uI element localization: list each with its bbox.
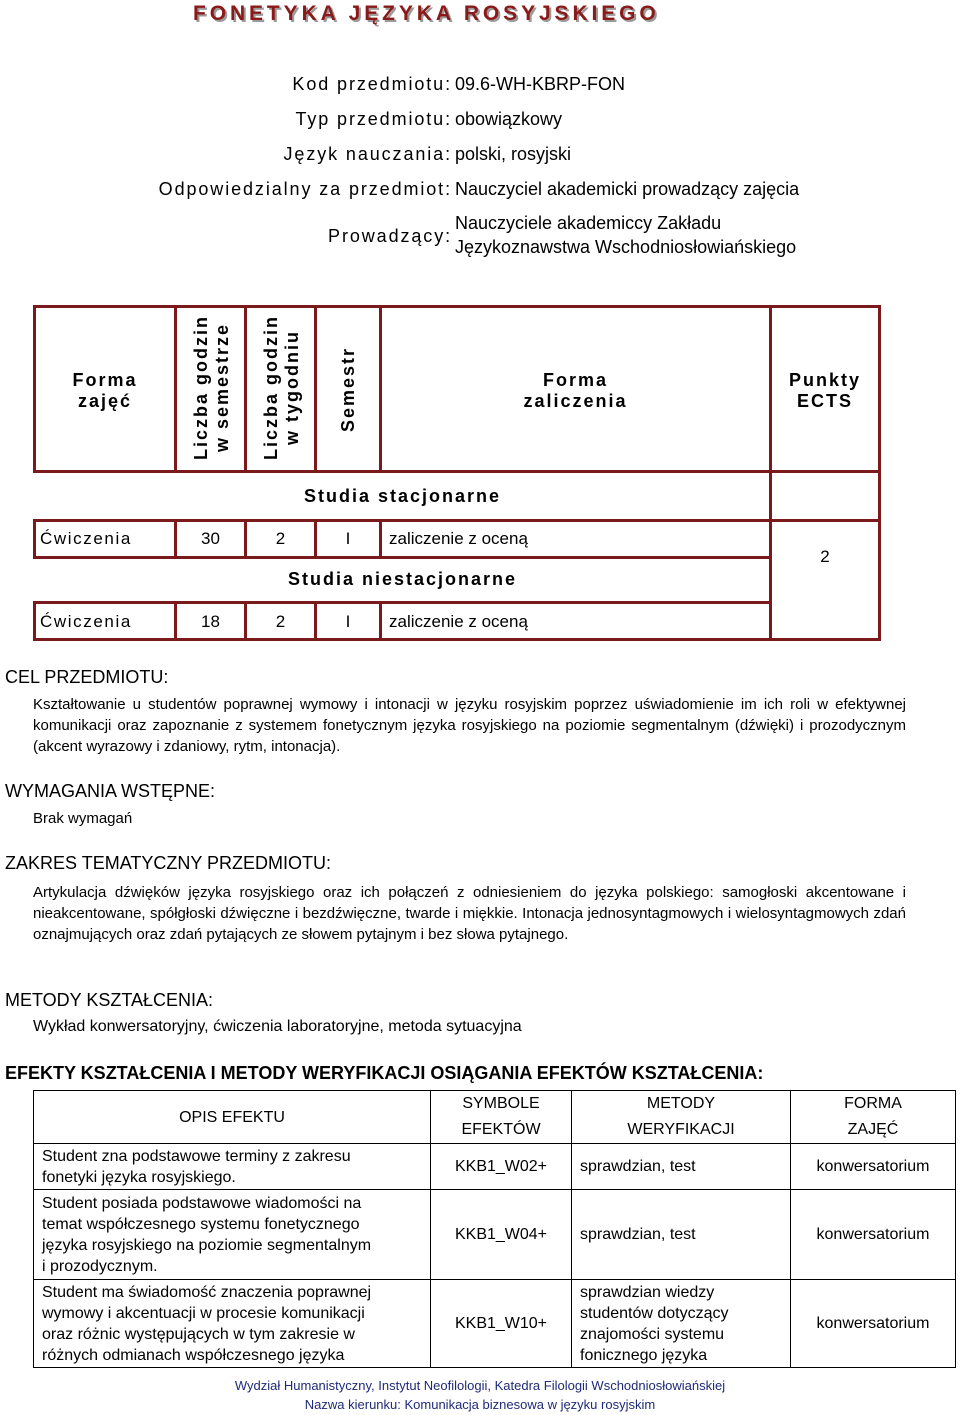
- type-label: Typ przedmiotu:: [295, 109, 452, 129]
- efekty-header-row: [34, 1091, 956, 1144]
- header-forma-zaliczenia: Forma zaliczenia: [523, 370, 628, 411]
- header-ects: Punkty ECTS: [788, 370, 861, 411]
- cel-text: Kształtowanie u studentów poprawnej wymowy i intonacji w języku rosyjskim poprzez uświadomienie im ich roli w efektywnej komunikacji oraz zapoznanie z systemem fonetycznym języka rosyjskiego na poziomie segmentalnym (dźwięki) i prozodycznym (akcent wyrazowy i zdaniowy, rytm, intonacja).: [33, 696, 906, 755]
- teacher-value-line2: Językoznawstwa Wschodniosłowiańskiego: [455, 237, 797, 257]
- table-row: [34, 1190, 956, 1280]
- row1-week: 2: [275, 529, 286, 548]
- footer-line1: Wydział Humanistyczny, Instytut Neofilologii, Katedra Filologii Wschodniosłowiańskiej: [234, 1378, 726, 1393]
- row2-forma: Ćwiczenia: [40, 612, 132, 631]
- efekty-table: [33, 1090, 956, 1368]
- efekty-heading: EFEKTY KSZTAŁCENIA I METODY WERYFIKACJI OSIĄGANIA EFEKTÓW KSZTAŁCENIA:: [5, 1063, 764, 1083]
- header-hours-semester: Liczba godzin w semestrze: [191, 315, 232, 460]
- document-title: FONETYKA JĘZYKA ROSYJSKIEGO: [193, 2, 660, 25]
- language-value: polski, rosyjski: [455, 144, 572, 164]
- row2-symbol: KKB1_W04+: [431, 1190, 572, 1280]
- wymagania-heading: WYMAGANIA WSTĘPNE:: [5, 781, 216, 801]
- metody-text: Wykład konwersatoryjny, ćwiczenia laboratoryjne, metoda sytuacyjna: [33, 1018, 522, 1035]
- code-label: Kod przedmiotu:: [292, 74, 452, 94]
- row2-opis: Student posiada podstawowe wiadomości na temat współczesnego systemu fonetycznego języka rosyjskiego na poziomie segmentalnym i prozodycznym.: [34, 1190, 431, 1280]
- responsible-label: Odpowiedzialny za przedmiot:: [158, 179, 452, 199]
- footer-line2: Nazwa kierunku: Komunikacja biznesowa w języku rosyjskim: [304, 1397, 656, 1412]
- zakres-text: Artykulacja dźwięków języka rosyjskiego oraz ich połączeń z odniesieniem do języka polskiego: samogłoski akcentowane i nieakcentowane, spółgłoski dźwięczne i bezdźwięczne, twarde i miękkie. Intonacja jednosyntagmowych i wielosyntagmowych zdań oznajmujących oraz zdań pytających ze słowem pytajnym i bez słowa pytajnego.: [33, 884, 906, 943]
- header-forma-zajec: Forma zajęć: [72, 370, 138, 411]
- row1-semester: I: [345, 529, 351, 548]
- row3-opis: Student ma świadomość znaczenia poprawnej wymowy i akcentuacji w procesie komunikacji oraz różnic występujących w tym zakresie w różnych odmianach współczesnego języka: [34, 1280, 431, 1368]
- wymagania-text: Brak wymagań: [33, 810, 133, 827]
- col-opis-header: OPIS EFEKTU: [34, 1091, 431, 1144]
- teacher-value-line1: Nauczyciele akademiccy Zakładu: [455, 213, 722, 233]
- type-value: obowiązkowy: [455, 109, 563, 129]
- responsible-value: Nauczyciel akademicki prowadzący zajęcia: [455, 179, 800, 199]
- studia-niestacjonarne-label: Studia niestacjonarne: [287, 569, 518, 589]
- row2-week: 2: [275, 612, 286, 631]
- row1-forma: konwersatorium: [791, 1144, 956, 1190]
- row2-metoda: sprawdzian, test: [572, 1190, 791, 1280]
- col-metody-header: METODY WERYFIKACJI: [572, 1091, 791, 1144]
- row3-forma: konwersatorium: [791, 1280, 956, 1368]
- language-label: Język nauczania:: [283, 144, 452, 164]
- code-value: 09.6-WH-KBRP-FON: [455, 74, 626, 94]
- row2-semester: I: [345, 612, 351, 631]
- col-symbole-header: SYMBOLE EFEKTÓW: [431, 1091, 572, 1144]
- teacher-label: Prowadzący:: [328, 226, 452, 246]
- zakres-heading: ZAKRES TEMATYCZNY PRZEDMIOTU:: [5, 853, 332, 873]
- row3-symbol: KKB1_W10+: [431, 1280, 572, 1368]
- row1-hours: 30: [201, 529, 220, 548]
- cel-heading: CEL PRZEDMIOTU:: [5, 667, 169, 687]
- header-hours-week: Liczba godzin w tygodniu: [261, 315, 302, 460]
- table-row: [34, 1144, 956, 1190]
- row2-forma: konwersatorium: [791, 1190, 956, 1280]
- row1-symbol: KKB1_W02+: [431, 1144, 572, 1190]
- col-forma-header: FORMA ZAJĘĆ: [791, 1091, 956, 1144]
- studia-stacjonarne-label: Studia stacjonarne: [303, 486, 502, 506]
- header-semestr: Semestr: [338, 346, 358, 432]
- row2-hours: 18: [201, 612, 220, 631]
- row2-zaliczenie: zaliczenie z oceną: [389, 612, 528, 631]
- ects-value: 2: [820, 547, 830, 566]
- table-row: [34, 1280, 956, 1368]
- row1-forma: Ćwiczenia: [40, 529, 132, 548]
- row1-metoda: sprawdzian, test: [572, 1144, 791, 1190]
- row1-opis: Student zna podstawowe terminy z zakresu fonetyki języka rosyjskiego.: [34, 1144, 431, 1190]
- row3-metoda: sprawdzian wiedzy studentów dotyczący znajomości systemu fonicznego języka: [572, 1280, 791, 1368]
- metody-heading: METODY KSZTAŁCENIA:: [5, 990, 214, 1010]
- row1-zaliczenie: zaliczenie z oceną: [389, 529, 528, 548]
